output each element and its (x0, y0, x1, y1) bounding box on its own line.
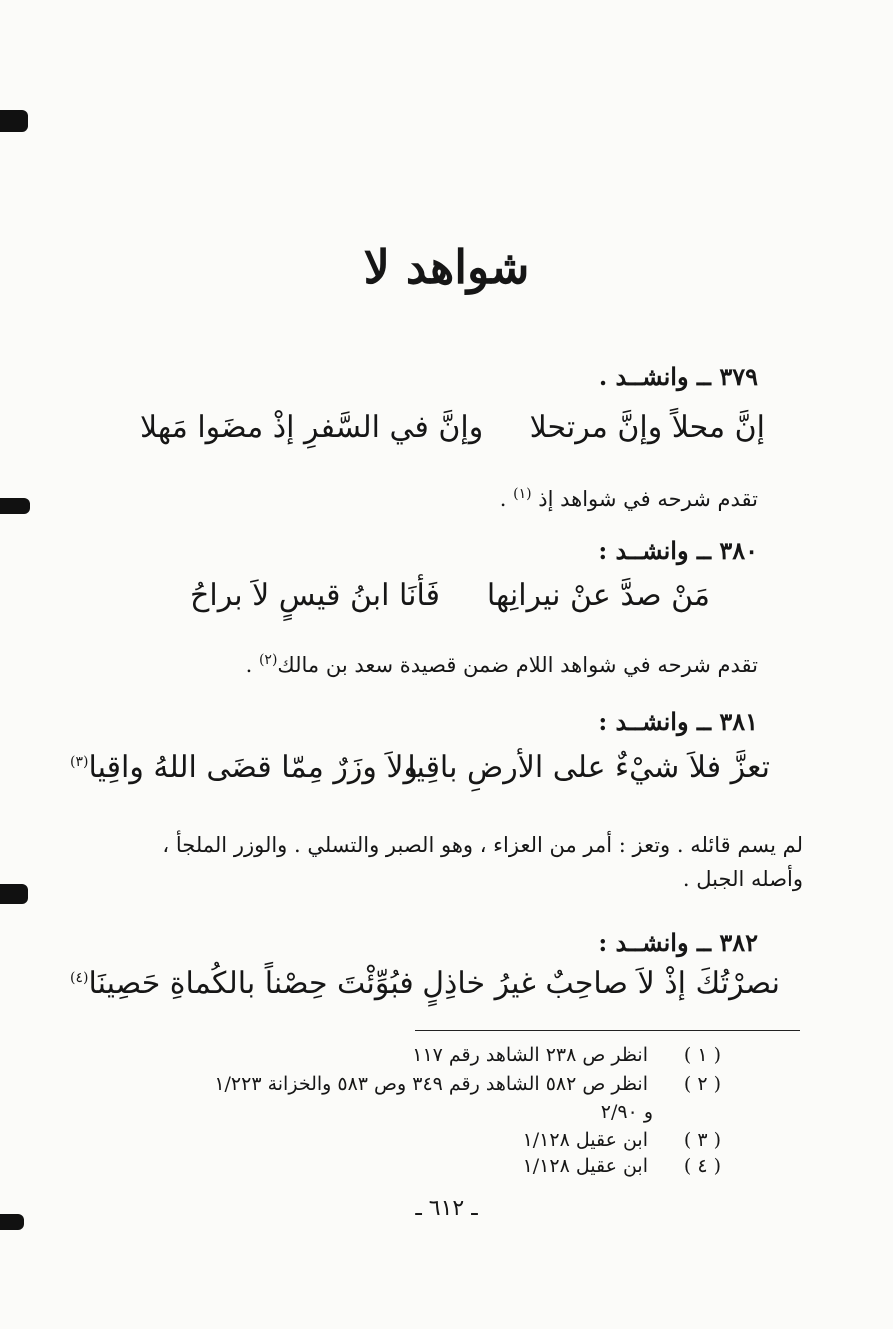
section-heading: ٣٨٠ ــ وانشــد : (598, 536, 758, 565)
footnote-number: ( ٤ ) (683, 1155, 721, 1177)
scan-mark (0, 884, 28, 904)
footnote (412, 1044, 648, 1072)
section-heading: ٣٨١ ــ وانشــد : (598, 707, 758, 736)
footnote-number: ( ٣ ) (683, 1129, 721, 1151)
footnote-text: ابن عقيل ١/١٢٨ (522, 1155, 648, 1177)
note-end: . (245, 653, 259, 677)
verse-first-hemistich: تعزَّ فلاَ شيْءٌ على الأرضِ باقِيا (407, 750, 770, 785)
footnote-text: انظر ص ٢٣٨ الشاهد رقم ١١٧ (412, 1044, 648, 1066)
footnote-separator (415, 1030, 800, 1031)
verse-first-hemistich: نصرْتُكَ إذْ لاَ صاحِبٌ غيرُ خاذِلٍ (422, 966, 780, 1001)
footnote (214, 1073, 648, 1101)
footnote-number: ( ٢ ) (683, 1073, 721, 1095)
verse (140, 410, 765, 470)
page-number: ـ ٦١٢ ـ (415, 1196, 478, 1221)
note-line: لم يسم قائله . وتعز : أمر من العزاء ، وهو الصبر والتسلي . والوزر الملجأ ، (162, 833, 803, 857)
note-text: تقدم شرحه في شواهد إذ (538, 487, 758, 511)
footnote-ref: (٤) (70, 970, 89, 986)
footnote-number: ( ١ ) (683, 1044, 721, 1066)
verse-first-hemistich: مَنْ صدَّ عنْ نيرانِها (486, 578, 710, 613)
verse-first-hemistich: إنَّ محلاً وإنَّ مرتحلا (529, 410, 765, 445)
hemistich-text: فبُوِّئْتَ حِصْناً بالكُماةِ حَصِينَا (88, 966, 414, 1001)
footnote-continuation: و ٢/٩٠ (600, 1101, 653, 1123)
verse-second-hemistich (70, 966, 414, 1001)
verse (70, 750, 770, 810)
verse-second-hemistich: فَأنَا ابنُ قيسٍ لاَ براحُ (190, 578, 440, 613)
verse-note (83, 828, 803, 896)
section-heading: ٣٧٩ ــ وانشــد . (598, 362, 758, 391)
hemistich-text: ولاَ وزَرٌ مِمّا قضَى اللهُ واقِيا (88, 750, 418, 785)
footnote-text: انظر ص ٥٨٢ الشاهد رقم ٣٤٩ وص ٥٨٣ والخزانة ١/٢٢٣ (214, 1073, 648, 1095)
footnote-ref: (٢) (258, 652, 278, 668)
footnote (523, 1129, 648, 1157)
verse (190, 578, 710, 638)
note-end: . (499, 487, 514, 511)
verse (70, 966, 780, 1026)
footnote (523, 1155, 648, 1183)
verse-second-hemistich: وإنَّ في السَّفرِ إذْ مضَوا مَهلا (140, 410, 484, 445)
section-heading: ٣٨٢ ــ وانشــد : (598, 928, 758, 957)
scan-mark (0, 110, 28, 132)
note-line: وأصله الجبل . (682, 867, 803, 891)
footnote-text: ابن عقيل ١/١٢٨ (522, 1129, 648, 1151)
footnote-ref: (٣) (70, 754, 89, 770)
verse-note (246, 652, 758, 677)
scan-mark (0, 498, 30, 514)
note-text: تقدم شرحه في شواهد اللام ضمن قصيدة سعد بن مالك (277, 653, 758, 677)
page-title: شواهد لا (363, 240, 530, 294)
footnote-ref: (١) (513, 486, 532, 502)
verse-note (500, 486, 758, 511)
verse-second-hemistich (70, 750, 418, 785)
